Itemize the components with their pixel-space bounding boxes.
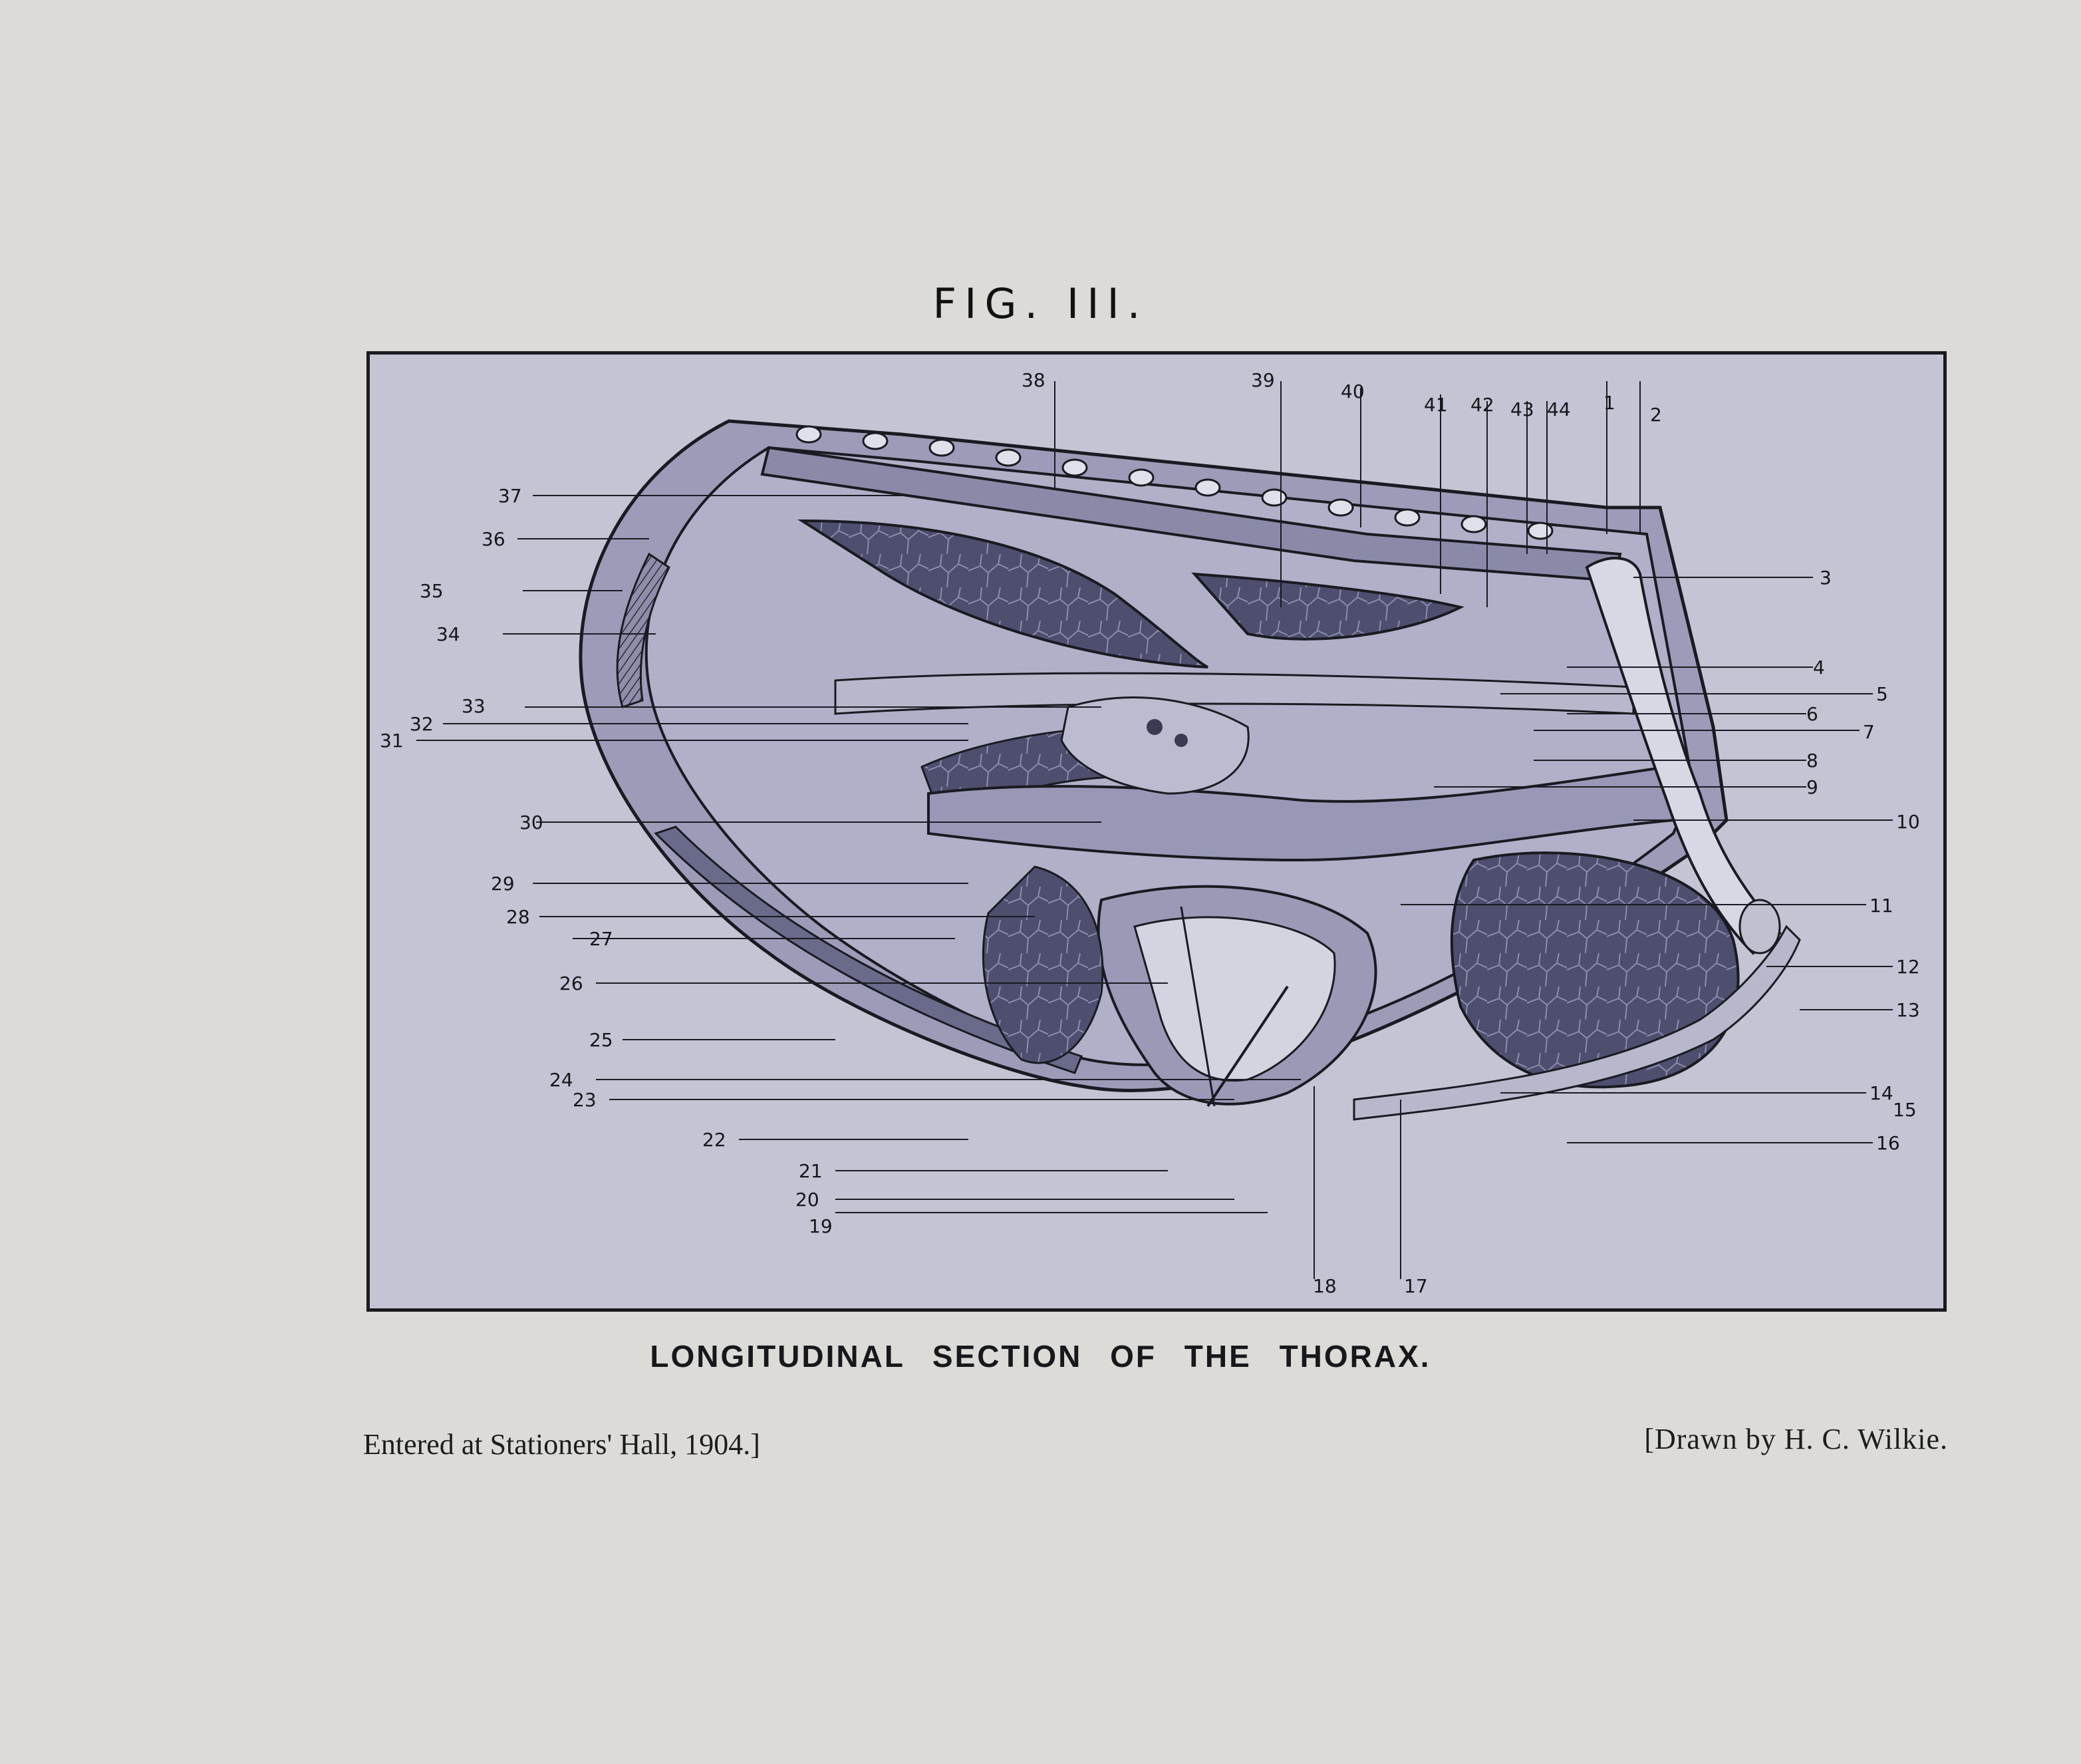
thorax-section-drawing	[370, 355, 1943, 1308]
label-44: 44	[1547, 398, 1571, 420]
label-39: 39	[1251, 369, 1275, 391]
label-20: 20	[795, 1189, 819, 1211]
label-13: 13	[1896, 999, 1920, 1021]
label-10: 10	[1896, 811, 1920, 833]
label-21: 21	[799, 1160, 823, 1182]
label-17: 17	[1404, 1275, 1428, 1297]
label-33: 33	[462, 695, 486, 717]
label-15: 15	[1893, 1099, 1917, 1121]
figure-title: FIG. III.	[932, 279, 1149, 328]
lung-ventral	[1452, 853, 1738, 1087]
joint-marrow	[1740, 900, 1780, 953]
label-28: 28	[506, 906, 530, 928]
label-32: 32	[410, 713, 434, 735]
label-2: 2	[1650, 404, 1662, 426]
label-22: 22	[702, 1129, 726, 1151]
label-3: 3	[1820, 567, 1832, 589]
label-4: 4	[1813, 657, 1825, 678]
label-35: 35	[420, 580, 444, 602]
label-14: 14	[1870, 1082, 1893, 1104]
label-27: 27	[589, 928, 613, 950]
label-42: 42	[1470, 394, 1494, 416]
label-25: 25	[589, 1029, 613, 1051]
label-34: 34	[436, 623, 460, 645]
illustrator-credit: [Drawn by H. C. Wilkie.	[1644, 1423, 1948, 1455]
label-29: 29	[491, 873, 515, 895]
illustration-plate	[366, 351, 1947, 1312]
label-30: 30	[519, 811, 543, 833]
label-16: 16	[1876, 1132, 1900, 1154]
label-7: 7	[1863, 721, 1875, 743]
label-41: 41	[1424, 394, 1448, 416]
label-37: 37	[498, 485, 522, 507]
label-8: 8	[1806, 750, 1818, 772]
label-6: 6	[1806, 703, 1818, 725]
label-1: 1	[1603, 392, 1615, 414]
label-18: 18	[1313, 1275, 1337, 1297]
figure-caption: LONGITUDINAL SECTION OF THE THORAX.	[650, 1339, 1431, 1374]
label-9: 9	[1806, 776, 1818, 798]
label-31: 31	[380, 730, 404, 752]
label-23: 23	[573, 1089, 597, 1111]
label-19: 19	[809, 1215, 833, 1237]
label-24: 24	[549, 1069, 573, 1091]
label-5: 5	[1876, 683, 1888, 705]
label-38: 38	[1022, 369, 1045, 391]
label-11: 11	[1870, 895, 1893, 917]
label-12: 12	[1896, 956, 1920, 978]
copyright-note: Entered at Stationers' Hall, 1904.]	[363, 1428, 760, 1461]
label-26: 26	[559, 972, 583, 994]
label-40: 40	[1341, 380, 1365, 402]
label-36: 36	[482, 528, 505, 550]
label-43: 43	[1510, 398, 1534, 420]
